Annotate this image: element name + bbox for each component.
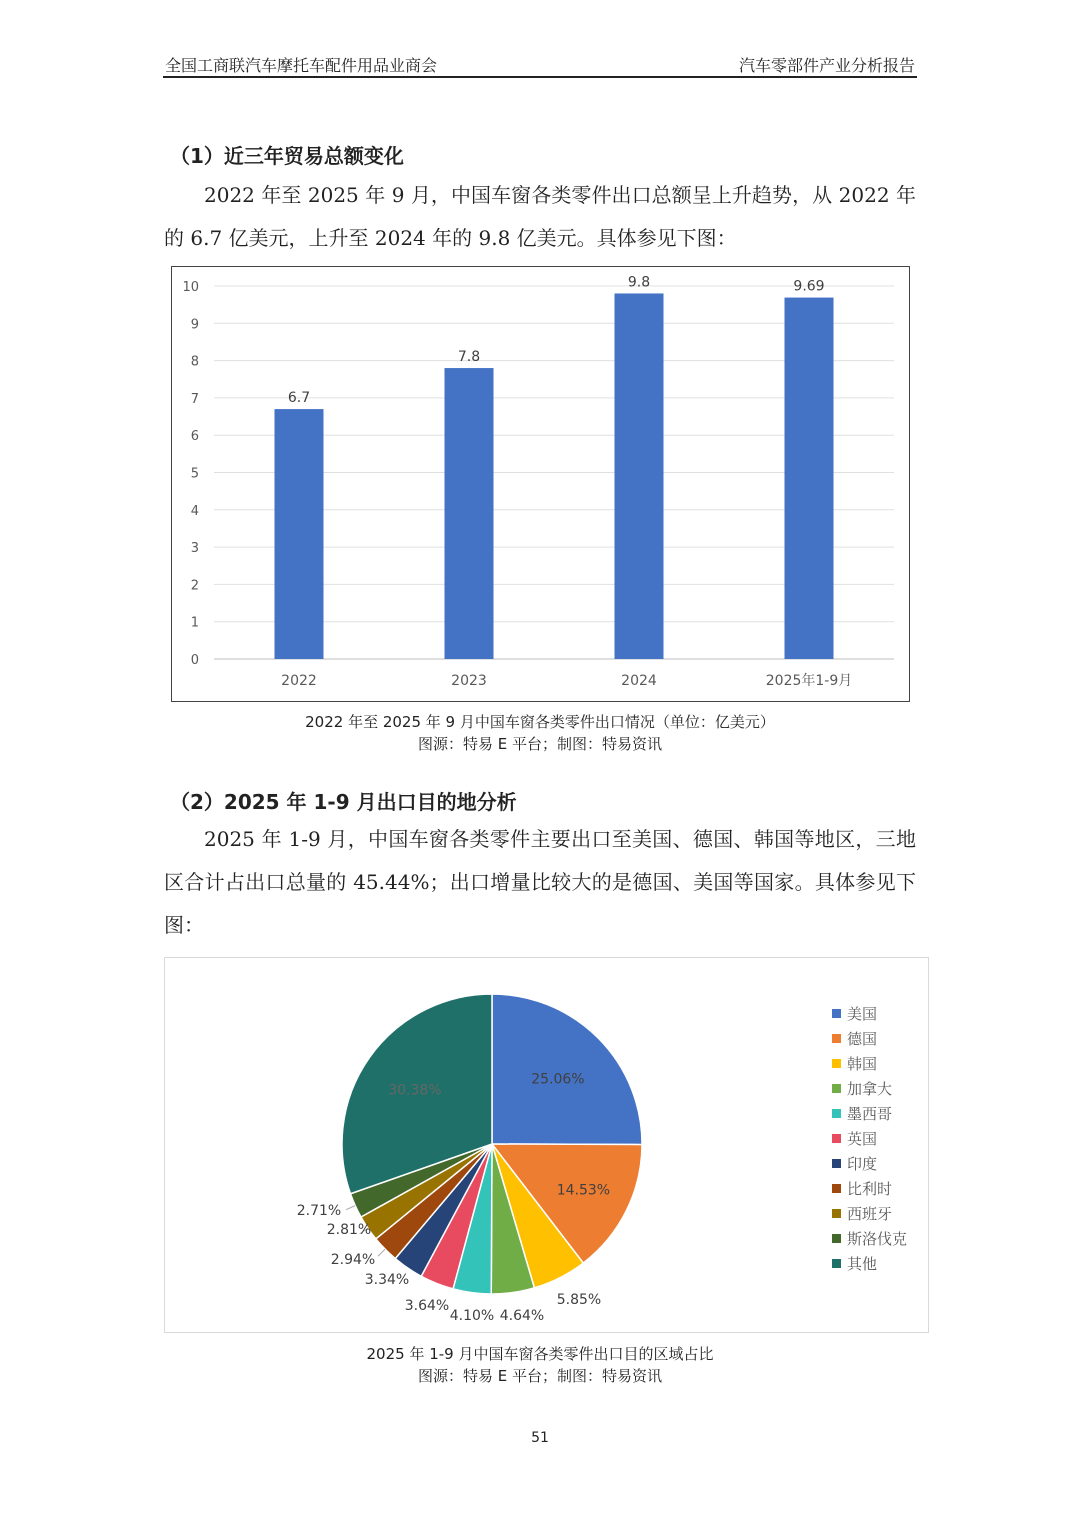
bar-value-label: 9.8 bbox=[627, 274, 651, 291]
section2-paragraph bbox=[164, 818, 916, 947]
legend-label: 美国 bbox=[847, 1005, 878, 1023]
legend-swatch bbox=[832, 1234, 841, 1243]
leader-line bbox=[346, 1206, 355, 1210]
section1-text: 2022 年至 2025 年 9 月，中国车窗各类零件出口总额呈上升趋势，从 2022 年的 6.7 亿美元，上升至 2024 年的 9.8 亿美元。具体参见下图： bbox=[164, 183, 916, 250]
pie-value-label: 30.38% bbox=[388, 1082, 442, 1099]
y-tick-label: 6 bbox=[190, 429, 199, 445]
bar-value-label: 9.69 bbox=[793, 278, 825, 295]
x-tick-label: 2023 bbox=[451, 673, 487, 689]
legend-swatch bbox=[832, 1009, 841, 1018]
y-tick-label: 1 bbox=[190, 615, 199, 631]
legend-swatch bbox=[832, 1159, 841, 1168]
bar-chart bbox=[172, 267, 909, 701]
y-tick-label: 9 bbox=[190, 317, 199, 333]
pie-value-label: 3.64% bbox=[404, 1298, 450, 1314]
caption1-title: 2022 年至 2025 年 9 月中国车窗各类零件出口情况（单位：亿美元） bbox=[305, 713, 775, 731]
pie-value-label: 5.85% bbox=[556, 1292, 602, 1308]
legend-label: 加拿大 bbox=[847, 1080, 893, 1098]
y-tick-label: 3 bbox=[190, 541, 199, 557]
y-tick-label: 5 bbox=[190, 466, 199, 482]
legend-swatch bbox=[832, 1134, 841, 1143]
pie-value-label: 3.34% bbox=[364, 1272, 410, 1288]
pie-chart bbox=[165, 958, 928, 1332]
caption2-title: 2025 年 1-9 月中国车窗各类零件出口目的区域占比 bbox=[366, 1345, 714, 1363]
pie-value-label: 4.10% bbox=[449, 1308, 495, 1324]
legend-label: 印度 bbox=[847, 1155, 878, 1173]
pie-value-label: 25.06% bbox=[531, 1071, 585, 1088]
pie-value-label: 2.94% bbox=[330, 1252, 376, 1268]
bar bbox=[615, 293, 664, 659]
pie-value-label: 4.64% bbox=[499, 1308, 545, 1324]
pie-slice bbox=[492, 994, 642, 1145]
legend-label: 墨西哥 bbox=[847, 1105, 893, 1123]
legend-label: 其他 bbox=[847, 1255, 878, 1273]
legend-swatch bbox=[832, 1059, 841, 1068]
legend-label: 德国 bbox=[847, 1030, 878, 1048]
y-tick-label: 4 bbox=[190, 503, 199, 519]
header-left-title: 全国工商联汽车摩托车配件用品业商会 bbox=[165, 56, 438, 75]
legend-label: 斯洛伐克 bbox=[847, 1230, 908, 1248]
y-tick-label: 2 bbox=[190, 578, 199, 594]
legend-label: 西班牙 bbox=[847, 1205, 893, 1223]
bar-value-label: 6.7 bbox=[287, 390, 311, 407]
pie-value-label: 2.81% bbox=[326, 1222, 372, 1238]
legend-swatch bbox=[832, 1209, 841, 1218]
bar-value-label: 7.8 bbox=[457, 349, 481, 366]
y-tick-label: 7 bbox=[190, 391, 199, 407]
bar-chart-frame bbox=[171, 266, 910, 702]
legend-swatch bbox=[832, 1109, 841, 1118]
leader-line bbox=[378, 1249, 385, 1256]
pie-value-label: 14.53% bbox=[556, 1182, 611, 1199]
legend-swatch bbox=[832, 1084, 841, 1093]
legend-swatch bbox=[832, 1184, 841, 1193]
pie-chart-frame bbox=[164, 957, 929, 1333]
caption1-source: 图源：特易 E 平台；制图：特易资讯 bbox=[417, 735, 662, 753]
legend-swatch bbox=[832, 1034, 841, 1043]
y-tick-label: 0 bbox=[190, 653, 199, 668]
header-right-title: 汽车零部件产业分析报告 bbox=[738, 56, 915, 75]
y-tick-label: 10 bbox=[182, 280, 199, 295]
bar bbox=[275, 409, 324, 659]
section2-heading: （2）2025 年 1-9 月出口目的地分析 bbox=[170, 790, 517, 814]
bar bbox=[785, 298, 834, 659]
legend-label: 比利时 bbox=[847, 1180, 893, 1198]
header-divider bbox=[163, 76, 917, 78]
page-number: 51 bbox=[531, 1430, 549, 1446]
bar bbox=[445, 368, 494, 659]
x-tick-label: 2022 bbox=[281, 673, 317, 689]
section1-heading: （1）近三年贸易总额变化 bbox=[170, 144, 404, 168]
x-tick-label: 2025年1-9月 bbox=[765, 673, 853, 689]
legend-label: 英国 bbox=[847, 1130, 878, 1148]
legend-label: 韩国 bbox=[847, 1055, 878, 1073]
section1-paragraph bbox=[164, 174, 916, 260]
x-tick-label: 2024 bbox=[621, 673, 657, 689]
legend-swatch bbox=[832, 1259, 841, 1268]
section2-text: 2025 年 1-9 月，中国车窗各类零件主要出口至美国、德国、韩国等地区，三地区合计占出口总量的 45.44%；出口增量比较大的是德国、美国等国家。具体参见下图： bbox=[164, 827, 916, 937]
pie-value-label: 2.71% bbox=[296, 1203, 342, 1219]
caption2-source: 图源：特易 E 平台；制图：特易资讯 bbox=[417, 1367, 662, 1385]
y-tick-label: 8 bbox=[190, 354, 199, 370]
